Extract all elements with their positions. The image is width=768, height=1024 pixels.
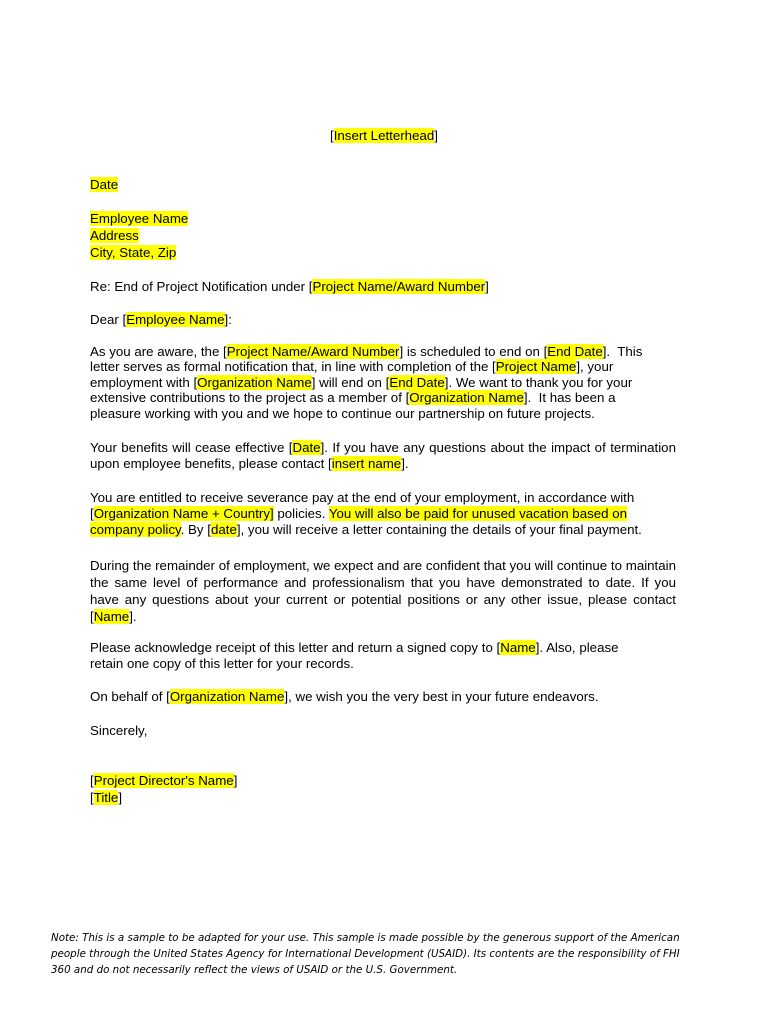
text: ]. [401,456,409,471]
address-line [90,228,139,244]
text: letter serves as formal notification that, in line with completion of the [ [90,359,496,374]
closing-text: Sincerely, [90,723,148,738]
closing [90,723,147,739]
paragraph-6 [90,689,599,705]
text: During the remainder of employment, we expect and are confident that you will continue to maintain the same level of performance and professionalism that you have demonstrated to date. If you have any questions about your current or potential positions or any other issue, please contact [ [90,558,676,624]
text: policies. [273,506,329,521]
bracket: ] [434,128,438,143]
text: You are entitled to receive severance pay at the end of your employment, in accordance with [ [90,490,635,521]
bracket: [ [90,773,94,788]
text: ], you will receive a letter containing the details of your final payment. [236,522,642,537]
text: ]. Also, please [535,640,619,655]
paragraph-5-line-2 [90,656,354,672]
director-name-placeholder: Project Director's Name [93,773,234,788]
salutation-suffix: ]: [224,312,232,327]
bracket: ] [118,790,123,805]
footnote: Note: This is a sample to be adapted for your use. This sample is made possible by the generous support of the American people through the United States Agency for International Development (USAID). Its contents are the responsibility of FHI 360 and do not necessarily reflect the views of USAID or the U.S. Government. [51,932,680,976]
name-placeholder: Name [93,609,130,624]
text: ]. We want to thank you for your [444,375,633,390]
organization-name-placeholder: Organization Name [197,375,312,390]
text: ], your [576,359,614,374]
bracket: ] [233,773,238,788]
text: . By [ [180,522,211,537]
paragraph-1-line-4 [90,390,616,406]
signature-title [90,790,122,806]
text: employment with [ [90,375,198,390]
text: As you are aware, the [ [90,344,227,359]
date-line [90,177,118,193]
text: ]. [129,609,137,624]
paragraph-1-line-1 [90,344,642,360]
project-name-placeholder: Project Name [495,359,577,374]
address-placeholder: Address [90,228,139,243]
date-placeholder: Date [90,177,119,192]
text: ]. It has been a [523,390,616,405]
text: ], we wish you the very best in your future endeavors. [284,689,599,704]
end-date-placeholder: End Date [547,344,603,359]
date-placeholder: date [210,522,237,537]
letterhead-placeholder: Insert Letterhead [333,128,435,143]
paragraph-1-line-5 [90,406,595,422]
paragraph-1-line-2 [90,359,613,375]
organization-name-placeholder: Organization Name [169,689,285,704]
text: On behalf of [ [90,689,170,704]
text: retain one copy of this letter for your records. [90,656,354,671]
text: pleasure working with you and we hope to continue our partnership on future projects. [90,406,595,421]
name-placeholder: Name [500,640,536,655]
re-prefix: Re: End of Project Notification under [ [90,279,313,294]
signature-name [90,773,237,789]
text: ]. This [602,344,643,359]
paragraph-5-line-1 [90,640,619,656]
text: Please acknowledge receipt of this letter and return a signed copy to [ [90,640,501,655]
date-placeholder: Date [292,440,321,455]
project-award-placeholder: Project Name/Award Number [312,279,486,294]
paragraph-4 [90,557,676,625]
text: extensive contributions to the project as a member of [ [90,390,410,405]
end-date-placeholder: End Date [389,375,445,390]
city-state-zip-placeholder: City, State, Zip [90,245,177,260]
employee-name-line [90,211,188,227]
paragraph-2 [90,440,676,472]
project-award-placeholder: Project Name/Award Number [226,344,400,359]
re-line [90,279,489,295]
city-state-zip-line [90,245,176,261]
title-placeholder: Title [93,790,119,805]
paragraph-1-line-3 [90,375,632,391]
bracket: ] [485,279,489,294]
letterhead [0,128,768,144]
bracket: [ [330,128,334,143]
employee-name-placeholder: Employee Name [90,211,189,226]
organization-name-placeholder: Organization Name [409,390,524,405]
text: ]. If you have any questions about the impact of termination upon employee benefits, please contact [ [90,440,676,471]
text: Your benefits will cease effective [ [90,440,293,455]
text: ] will end on [ [311,375,390,390]
organization-country-placeholder: Organization Name + Country] [93,506,274,521]
salutation-prefix: Dear [ [90,312,127,327]
bracket: [ [90,790,94,805]
insert-name-placeholder: insert name [331,456,402,471]
paragraph-3 [90,490,676,538]
salutation [90,312,232,328]
text: ] is scheduled to end on [ [399,344,548,359]
vacation-policy-placeholder: You will also be paid for unused vacation based on company policy [90,506,628,537]
employee-name-placeholder: Employee Name [126,312,225,327]
